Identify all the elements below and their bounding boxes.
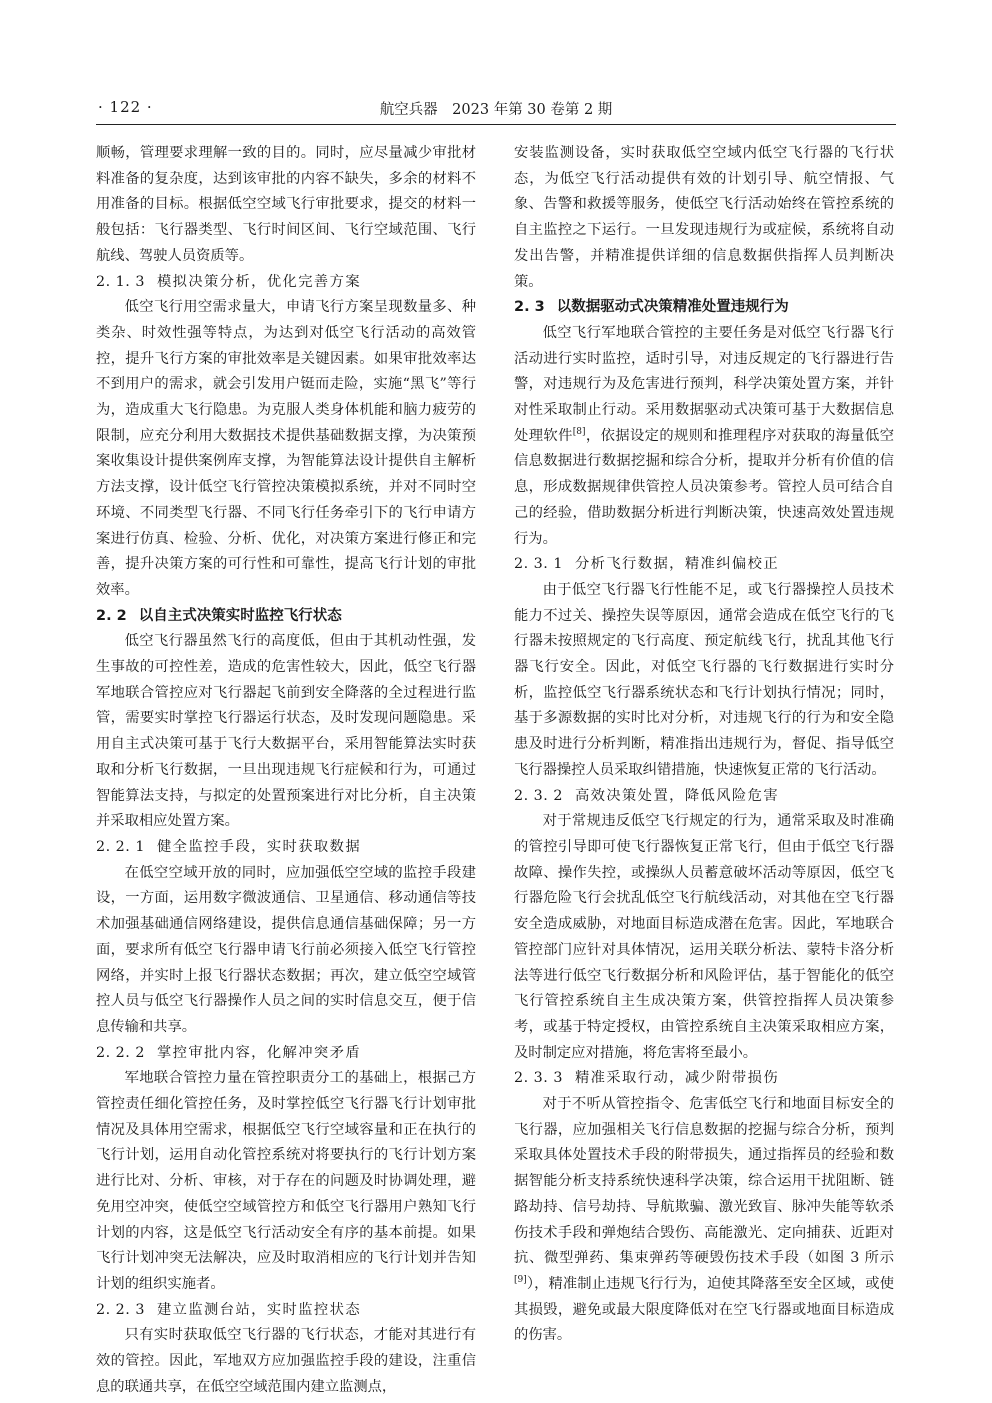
section-number: 2. 2. 2 [96,1044,145,1061]
paragraph: 由于低空飞行器飞行性能不足，或飞行器操控人员技术能力不过关、操控失误等原因，通常会造成在低空飞行的飞行器未按照规定的飞行高度、预定航线飞行，扰乱其他飞行器飞行安全。因此，对低空飞行器的飞行数据进行实时分析，监控低空飞行器系统状态和飞行计划执行情况；同时，基于多源数据的实时比对分析，对违规飞行的行为和安全隐患及时进行分析判断，精准指出违规行为，督促、指导低空飞行器操控人员采取纠错措施，快速恢复正常的飞行活动。 [514,581,894,778]
section-heading-2-2 [96,604,476,630]
section-title: 高效决策处置，降低风险危害 [574,787,780,804]
header-rule [96,124,896,125]
text-run: 对于不听从管控指令、危害低空飞行和地面目标安全的飞行器，应加强相关飞行信息数据的挖掘与综合分析，预判采取具体处置技术手段的附带损失，通过指挥员的经验和数据智能分析支持系统快速科学决策，综合运用干扰阻断、链路劫持、信号劫持、导航欺骗、激光致盲、脉冲失能等软杀伤技术手段和弹炮结合毁伤、高能激光、定向捕获、近距对抗、微型弹药、集束弹药等硬毁伤技术手段（如图 3 所示 [514,1096,894,1267]
paragraph: 军地联合管控力量在管控职责分工的基础上，根据己方管控责任细化管控任务，及时掌控低空飞行器飞行计划审批情况及具体用空需求，根据低空飞行空域容量和正在执行的飞行计划，运用自动化管控系统对将要执行的飞行计划方案进行比对、分析、审核，对于存在的问题及时协调处理，避免用空冲突，使低空空域管控方和低空飞行器用户熟知飞行计划的内容，这是低空飞行活动安全有序的基本前提。如果飞行计划冲突无法解决，应及时取消相应的飞行计划并告知计划的组织实施者。 [96,1070,476,1292]
section-title: 健全监控手段，实时获取数据 [156,838,362,855]
section-heading-2-3-3 [514,1066,894,1092]
section-number: 2. 3. 2 [514,787,563,804]
citation-8[interactable]: [8] [572,426,586,437]
running-header [96,96,896,122]
section-number: 2. 2. 3 [96,1301,145,1318]
right-column [514,141,894,1349]
paragraph: 低空飞行器虽然飞行的高度低，但由于其机动性强，发生事故的可控性差，造成的危害性较大，因此，低空飞行器军地联合管控应对飞行器起飞前到安全降落的全过程进行监管，需要实时掌控飞行器运行状态，及时发现问题隐患。采用自主式决策可基于飞行大数据平台，采用智能算法实时获取和分析飞行数据，一旦出现违规飞行症候和行为，可通过智能算法支持，与拟定的处置预案进行对比分析，自主决策并采取相应处置方案。 [96,633,476,830]
section-title: 掌控审批内容，化解冲突矛盾 [156,1044,362,1061]
section-number: 2. 1. 3 [96,273,145,290]
section-title: 建立监测台站，实时监控状态 [156,1301,362,1318]
section-number: 2. 2. 1 [96,838,145,855]
text-run: ），精准制止违规飞行行为，迫使其降落至安全区域，或使其损毁，避免或最大限度降低对在空飞行器或地面目标造成的伤害。 [514,1275,894,1344]
section-heading-2-2-2 [96,1041,476,1067]
citation-9[interactable]: [9] [514,1275,527,1286]
section-heading-2-3-1 [514,552,894,578]
paragraph: 只有实时获取低空飞行器的飞行状态，才能对其进行有效的管控。因此，军地双方应加强监控手段的建设，注重信息的联通共享，在低空空域范围内建立监测点， [96,1327,476,1395]
section-title: 以数据驱动式决策精准处置违规行为 [556,299,789,316]
paragraph [514,1092,894,1349]
section-heading-2-2-1 [96,835,476,861]
section-heading-2-2-3 [96,1298,476,1324]
journal-title: 航空兵器 2023 年第 30 卷第 2 期 [379,102,613,118]
section-number: 2. 3. 3 [514,1070,563,1087]
paragraph: 在低空空域开放的同时，应加强低空空域的监控手段建设，一方面，运用数字微波通信、卫星通信、移动通信等技术加强基础通信网络建设，提供信息通信基础保障；另一方面，要求所有低空飞行器申请飞行前必须接入低空飞行管控网络，并实时上报飞行器状态数据；再次，建立低空空域管控人员与低空飞行器操作人员之间的实时信息交互，便于信息传输和共享。 [96,864,476,1035]
paragraph [514,321,894,552]
section-heading-2-3 [514,295,894,321]
left-column [96,141,476,1400]
paragraph: 顺畅，管理要求理解一致的目的。同时，应尽量减少审批材料准备的复杂度，达到该审批的内容不缺失，多余的材料不用准备的目标。根据低空空域飞行审批要求，提交的材料一般包括：飞行器类型、飞行时间区间、飞行空域范围、飞行航线、驾驶人员资质等。 [96,145,476,264]
paragraph: 低空飞行用空需求量大，申请飞行方案呈现数量多、种类杂、时效性强等特点，为达到对低空飞行活动的高效管控，提升飞行方案的审批效率是关键因素。如果审批效率达不到用户的需求，就会引发用户铤而走险，实施“黑飞”等行为，造成重大飞行隐患。为克服人类身体机能和脑力疲劳的限制，应充分利用大数据技术提供基础数据支撑，为决策预案收集设计提供案例库支撑，为智能算法设计提供自主解析方法支撑，设计低空飞行管控决策模拟系统，并对不同时空环境、不同类型飞行器、不同飞行任务牵引下的飞行申请方案进行仿真、检验、分析、优化，对决策方案进行修正和完善，提升决策方案的可行性和可靠性，提高飞行计划的审批效率。 [96,299,476,598]
paragraph: 对于常规违反低空飞行规定的行为，通常采取及时准确的管控引导即可使飞行器恢复正常飞行，但由于低空飞行器故障、操作失控，或操纵人员蓄意破坏活动等原因，低空飞行器危险飞行会扰乱低空飞行航线活动，对其他在空飞行器安全造成威胁，对地面目标造成潜在危害。因此，军地联合管控部门应针对具体情况，运用关联分析法、蒙特卡洛分析法等进行低空飞行数据分析和风险评估，基于智能化的低空飞行管控系统自主生成决策方案，供管控指挥人员决策参考，或基于特定授权，由管控系统自主决策采取相应方案，及时制定应对措施，将危害将至最小。 [514,813,894,1061]
text-run: ，依据设定的规则和推理程序对获取的海量低空信息数据进行数据挖掘和综合分析，提取并分析有价值的信息，形成数据规律供管控人员决策参考。管控人员可结合自己的经验，借助数据分析进行判断决策，快速高效处置违规行为。 [514,427,895,547]
section-title: 精准采取行动，减少附带损伤 [574,1070,780,1087]
section-title: 分析飞行数据，精准纠偏校正 [574,556,780,573]
page-number: · 122 · [98,98,153,116]
text-run: 低空飞行军地联合管控的主要任务是对低空飞行器飞行活动进行实时监控，适时引导，对违反规定的飞行器进行告警，对违规行为及危害进行预判，科学决策处置方案，并针对性采取制止行动。采用数据驱动式决策可基于大数据信息处理软件 [514,324,894,444]
section-number: 2. 3. 1 [514,556,563,573]
section-heading-2-3-2 [514,784,894,810]
section-number: 2. 3 [514,299,545,316]
section-number: 2. 2 [96,607,127,624]
section-heading-2-1-3 [96,270,476,296]
section-title: 模拟决策分析，优化完善方案 [156,273,362,290]
section-title: 以自主式决策实时监控飞行状态 [138,607,342,624]
paragraph: 安装监测设备，实时获取低空空域内低空飞行器的飞行状态，为低空飞行活动提供有效的计划引导、航空情报、气象、告警和救援等服务，使低空飞行活动始终在管控系统的自主监控之下运行。一旦发现违规行为或症候，系统将自动发出告警，并精准提供详细的信息数据供指挥人员判断决策。 [514,145,894,290]
